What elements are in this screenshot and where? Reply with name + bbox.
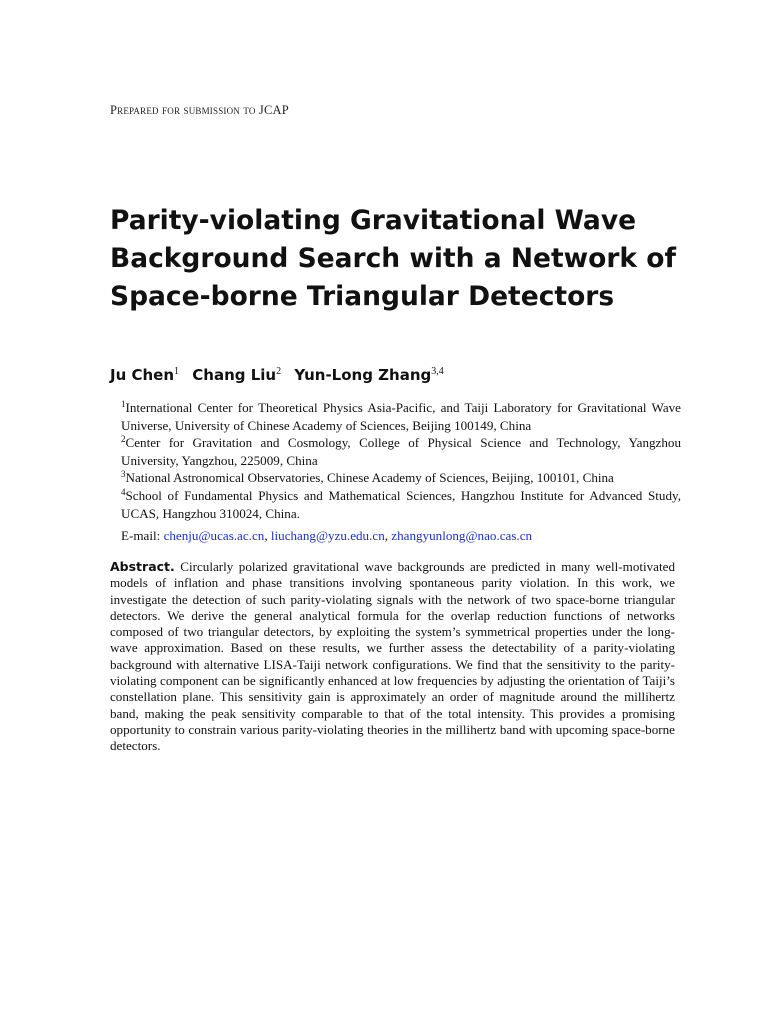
affiliation-mark: 2 xyxy=(121,434,126,445)
title-line-3: Space-borne Triangular Detectors xyxy=(110,281,615,312)
author-1 xyxy=(110,366,179,384)
affiliation-text: National Astronomical Observatories, Chinese Academy of Sciences, Beijing, 100101, China xyxy=(125,470,614,486)
title-line-2: Background Search with a Network of xyxy=(110,243,676,274)
author-name: Chang Liu xyxy=(192,366,277,384)
author-affil-mark: 2 xyxy=(276,366,282,377)
affiliation-list xyxy=(121,399,681,522)
author-name: Ju Chen xyxy=(110,366,175,384)
email-line: E-mail: chenju@ucas.ac.cn, liuchang@yzu.edu.cn, zhangyunlong@nao.cas.cn xyxy=(121,528,533,543)
author-list xyxy=(110,366,452,384)
author-name: Yun-Long Zhang xyxy=(294,366,432,384)
email-link-zhang[interactable]: zhangyunlong@nao.cas.cn xyxy=(391,528,533,543)
affiliation-mark: 3 xyxy=(121,469,126,480)
email-label: E-mail: xyxy=(121,528,161,543)
abstract-text: Circularly polarized gravitational wave backgrounds are predicted in many well-motivated models of inflation and phase transitions involving spontaneous parity violation. In this work, we investigate the detection of such parity-violating signals with the network of two space-borne triangular detectors. We derive the general analytical formula for the overlap reduction functions of networks composed of two triangular detectors, by exploiting the system’s symmetrical properties under the long-wave approximation. Based on these results, we further assess the detectability of a parity-violating background with alternative LISA-Taiji network configurations. We find that the sensitivity to the parity-violating component can be significantly enhanced at low frequencies by adjusting the orientation of Taiji’s constellation plane. This sensitivity gain is approximately an order of magnitude around the millihertz band, making the peak sensitivity comparable to that of the total intensity. This provides a promising opportunity to constrain various parity-violating theories in the millihertz band with upcoming space-borne detectors. xyxy=(110,559,675,754)
paper-title xyxy=(110,202,710,316)
affiliation-3 xyxy=(121,469,681,487)
abstract-heading: Abstract. xyxy=(110,559,175,574)
title-line-1: Parity-violating Gravitational Wave xyxy=(110,205,637,236)
abstract xyxy=(110,559,675,755)
author-2 xyxy=(192,366,281,384)
author-affil-mark: 1 xyxy=(174,366,180,377)
email-link-chen[interactable]: chenju@ucas.ac.cn xyxy=(163,528,265,543)
affiliation-mark: 1 xyxy=(121,399,126,409)
affiliation-4 xyxy=(121,487,681,522)
email-link-liu[interactable]: liuchang@yzu.edu.cn xyxy=(270,528,385,543)
affiliation-mark: 4 xyxy=(121,486,126,497)
affiliation-text: Center for Gravitation and Cosmology, College of Physical Science and Technology, Yangzhou University, Yangzhou, 225009, China xyxy=(121,435,681,468)
author-3 xyxy=(294,366,443,384)
affiliation-text: School of Fundamental Physics and Mathematical Sciences, Hangzhou Institute for Advanced Study, UCAS, Hangzhou 310024, China. xyxy=(121,487,681,521)
submission-note: Prepared for submission to JCAP xyxy=(110,103,289,117)
affiliation-text: International Center for Theoretical Physics Asia-Pacific, and Taiji Laboratory for Gravitational Wave Universe, University of Chinese Academy of Sciences, Beijing 100149, China xyxy=(121,400,681,433)
affiliation-2 xyxy=(121,434,681,469)
affiliation-1 xyxy=(121,399,681,434)
author-affil-mark: 3,4 xyxy=(431,366,444,377)
